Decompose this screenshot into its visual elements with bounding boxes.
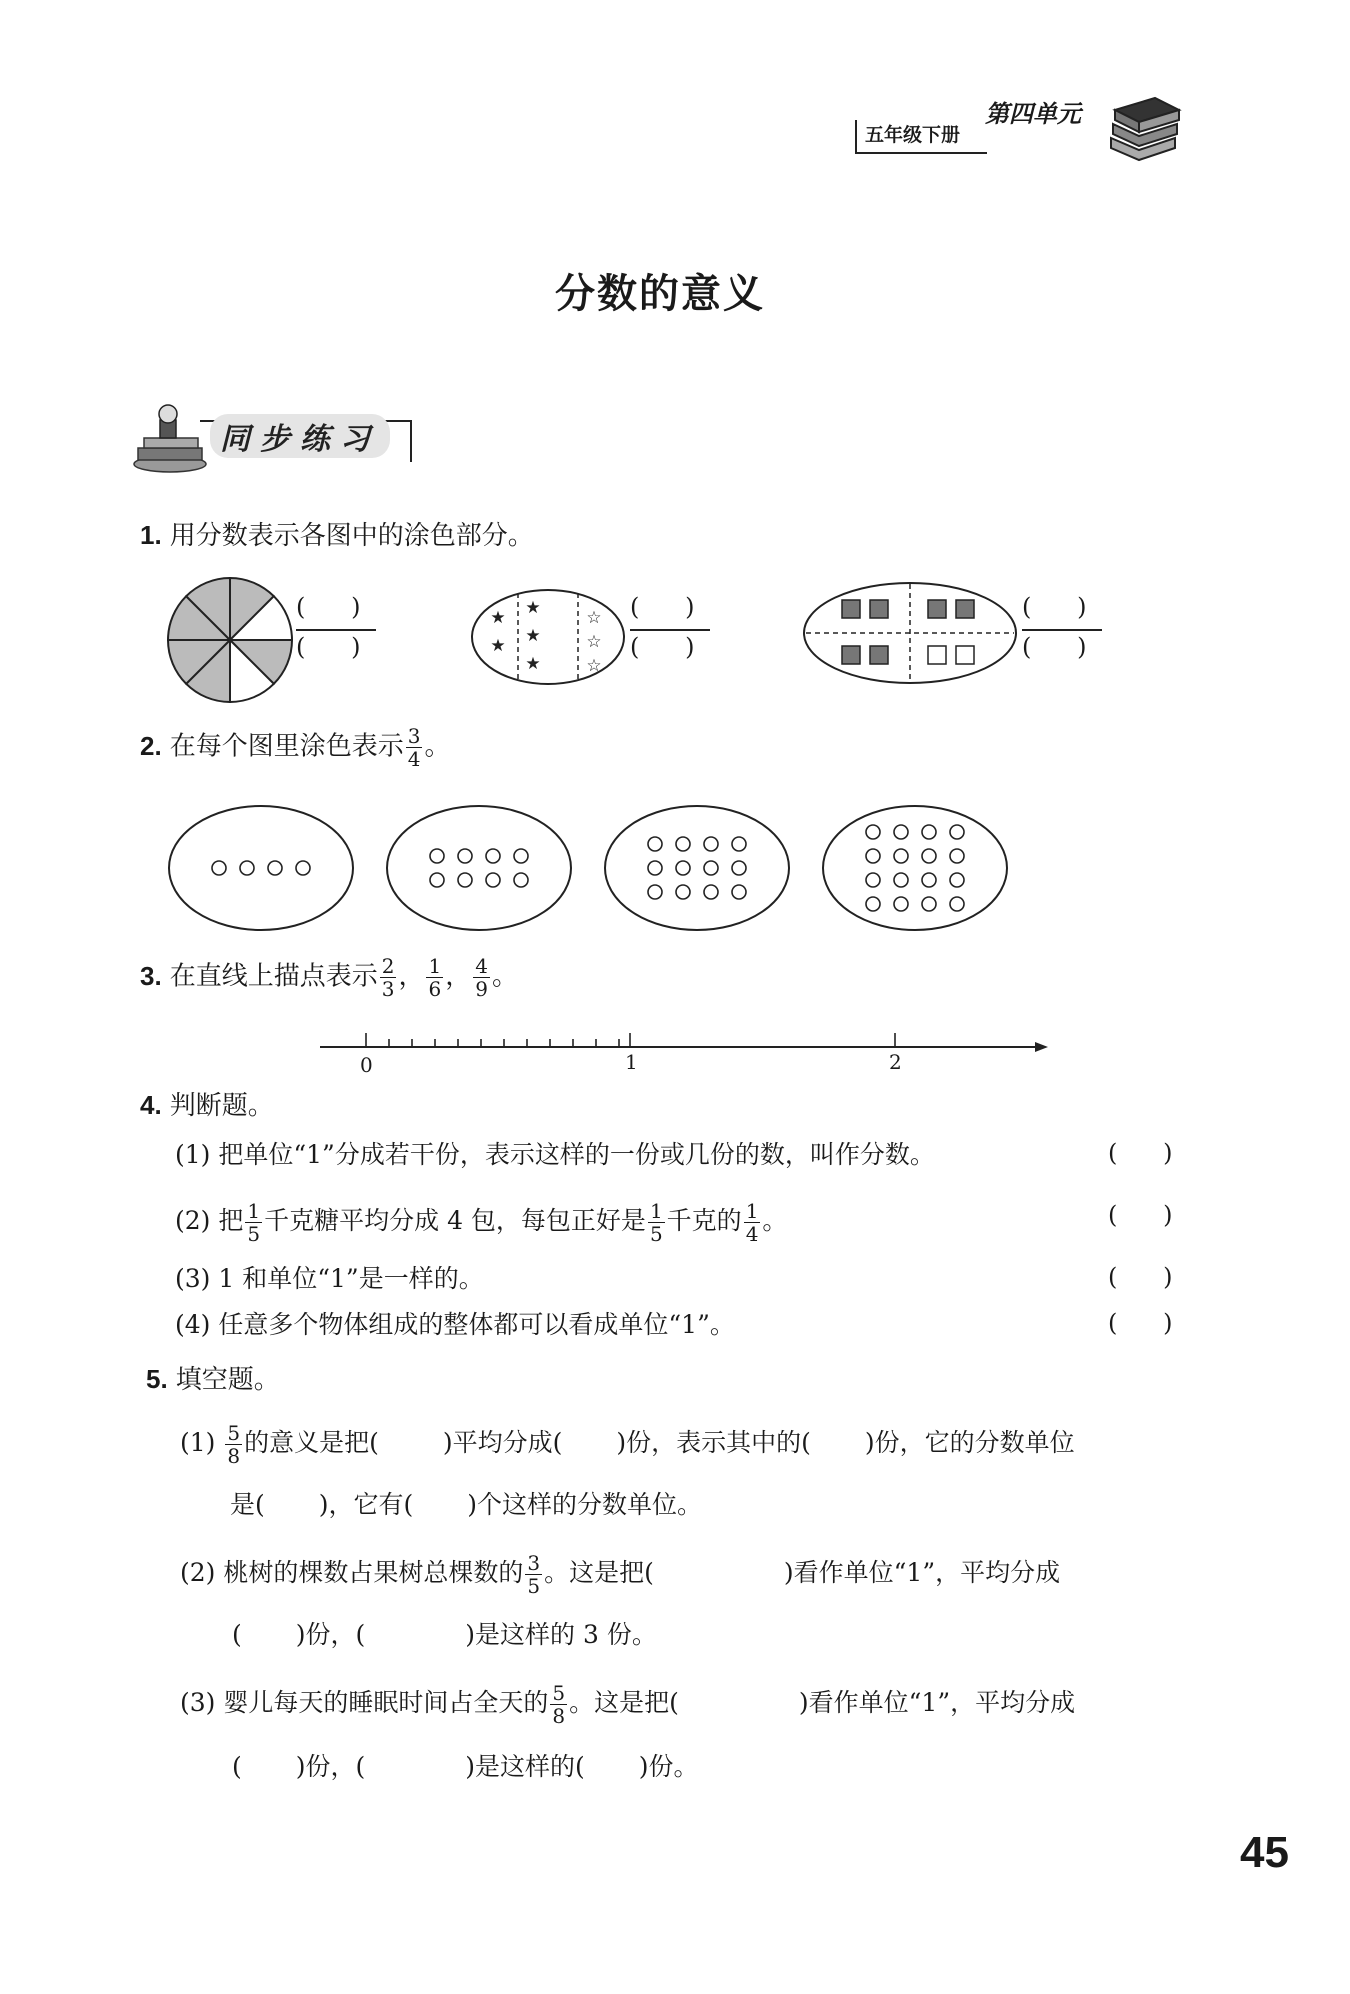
- q5-item-1-line-2: 是( )，它有( )个这样的分数单位。: [230, 1490, 703, 1519]
- question-1: 1. 用分数表示各图中的涂色部分。: [140, 520, 534, 551]
- star-filled-icon: ★: [490, 608, 506, 628]
- star-outline-icon: ☆: [586, 608, 602, 628]
- figure-ellipse-squares: [800, 578, 1020, 688]
- section-badge: [130, 400, 420, 475]
- answer-1a-denominator[interactable]: ( ): [296, 633, 361, 661]
- q5-item-1-line-1: (1) $\frac{5}{8}$ 的意义是把( )平均分成( )份，表示其中的( )份，它的分数单位: [180, 1421, 1075, 1468]
- tick-label-2: 2: [889, 1050, 902, 1074]
- page-number: 45: [1240, 1828, 1289, 1877]
- header-badge: [845, 92, 1185, 162]
- question-4: 4. 判断题。: [140, 1090, 274, 1121]
- q4-item-1: (1) 把单位“1”分成若干份，表示这样的一份或几份的数，叫作分数。: [175, 1140, 935, 1169]
- star-filled-icon: ★: [525, 626, 541, 646]
- page-title: 分数的意义: [555, 270, 765, 317]
- tick-label-0: 0: [360, 1053, 373, 1077]
- star-filled-icon: ★: [525, 598, 541, 618]
- number-line[interactable]: [320, 1025, 1050, 1085]
- q5-item-2-line-1: (2) 桃树的棵数占果树总棵数的 $\frac{3}{5}$ 。这是把( )看作单位“1”，平均分成: [180, 1551, 1061, 1598]
- q4-answer-4[interactable]: ( ): [1108, 1309, 1173, 1337]
- star-outline-icon: ☆: [586, 656, 602, 676]
- q4-item-2: (2) 把 $\frac{1}{5}$ 千克糖平均分成 4 包，每包正好是 $\frac{1}{5}$ 千克的 $\frac{1}{4}$ 。: [175, 1199, 788, 1246]
- q4-answer-1[interactable]: ( ): [1108, 1139, 1173, 1167]
- q4-answer-2[interactable]: ( ): [1108, 1201, 1173, 1229]
- answer-1b-numerator[interactable]: ( ): [630, 593, 695, 621]
- figure-circle-sectors: [165, 575, 295, 705]
- star-outline-icon: ☆: [586, 632, 602, 652]
- q4-answer-3[interactable]: ( ): [1108, 1263, 1173, 1291]
- q5-item-3-line-2: ( )份，( )是这样的( )份。: [232, 1752, 699, 1781]
- q5-item-2-line-2: ( )份，( )是这样的 3 份。: [232, 1620, 657, 1649]
- tick-label-1: 1: [625, 1050, 638, 1074]
- lamp-icon: [130, 400, 210, 475]
- answer-1b-denominator[interactable]: ( ): [630, 633, 695, 661]
- answer-1c-numerator[interactable]: ( ): [1022, 593, 1087, 621]
- q4-item-3: (3) 1 和单位“1”是一样的。: [175, 1264, 484, 1293]
- figure-ellipse-stars: [468, 585, 628, 690]
- question-3: 3. 在直线上描点表示 $\frac{2}{3}$ ， $\frac{1}{6}$ ， $\frac{4}{9}$ 。: [140, 954, 518, 1001]
- question-5: 5. 填空题。: [146, 1364, 280, 1395]
- unit-text: 第四单元: [985, 101, 1081, 128]
- figure-ellipses-circles[interactable]: [165, 800, 1015, 940]
- star-filled-icon: ★: [490, 636, 506, 656]
- question-2: 2. 在每个图里涂色表示 $\frac{3}{4}$ 。: [140, 724, 451, 771]
- grade-text: 五年级下册: [865, 125, 961, 146]
- star-filled-icon: ★: [525, 654, 541, 674]
- q5-item-3-line-1: (3) 婴儿每天的睡眠时间占全天的 $\frac{5}{8}$ 。这是把( )看作单位“1”，平均分成: [180, 1681, 1076, 1728]
- book-stack-icon: [1105, 92, 1185, 162]
- section-badge-text: 同步练习: [210, 414, 390, 458]
- answer-1a-numerator[interactable]: ( ): [296, 593, 361, 621]
- q4-item-4: (4) 任意多个物体组成的整体都可以看成单位“1”。: [175, 1310, 735, 1339]
- answer-1c-denominator[interactable]: ( ): [1022, 633, 1087, 661]
